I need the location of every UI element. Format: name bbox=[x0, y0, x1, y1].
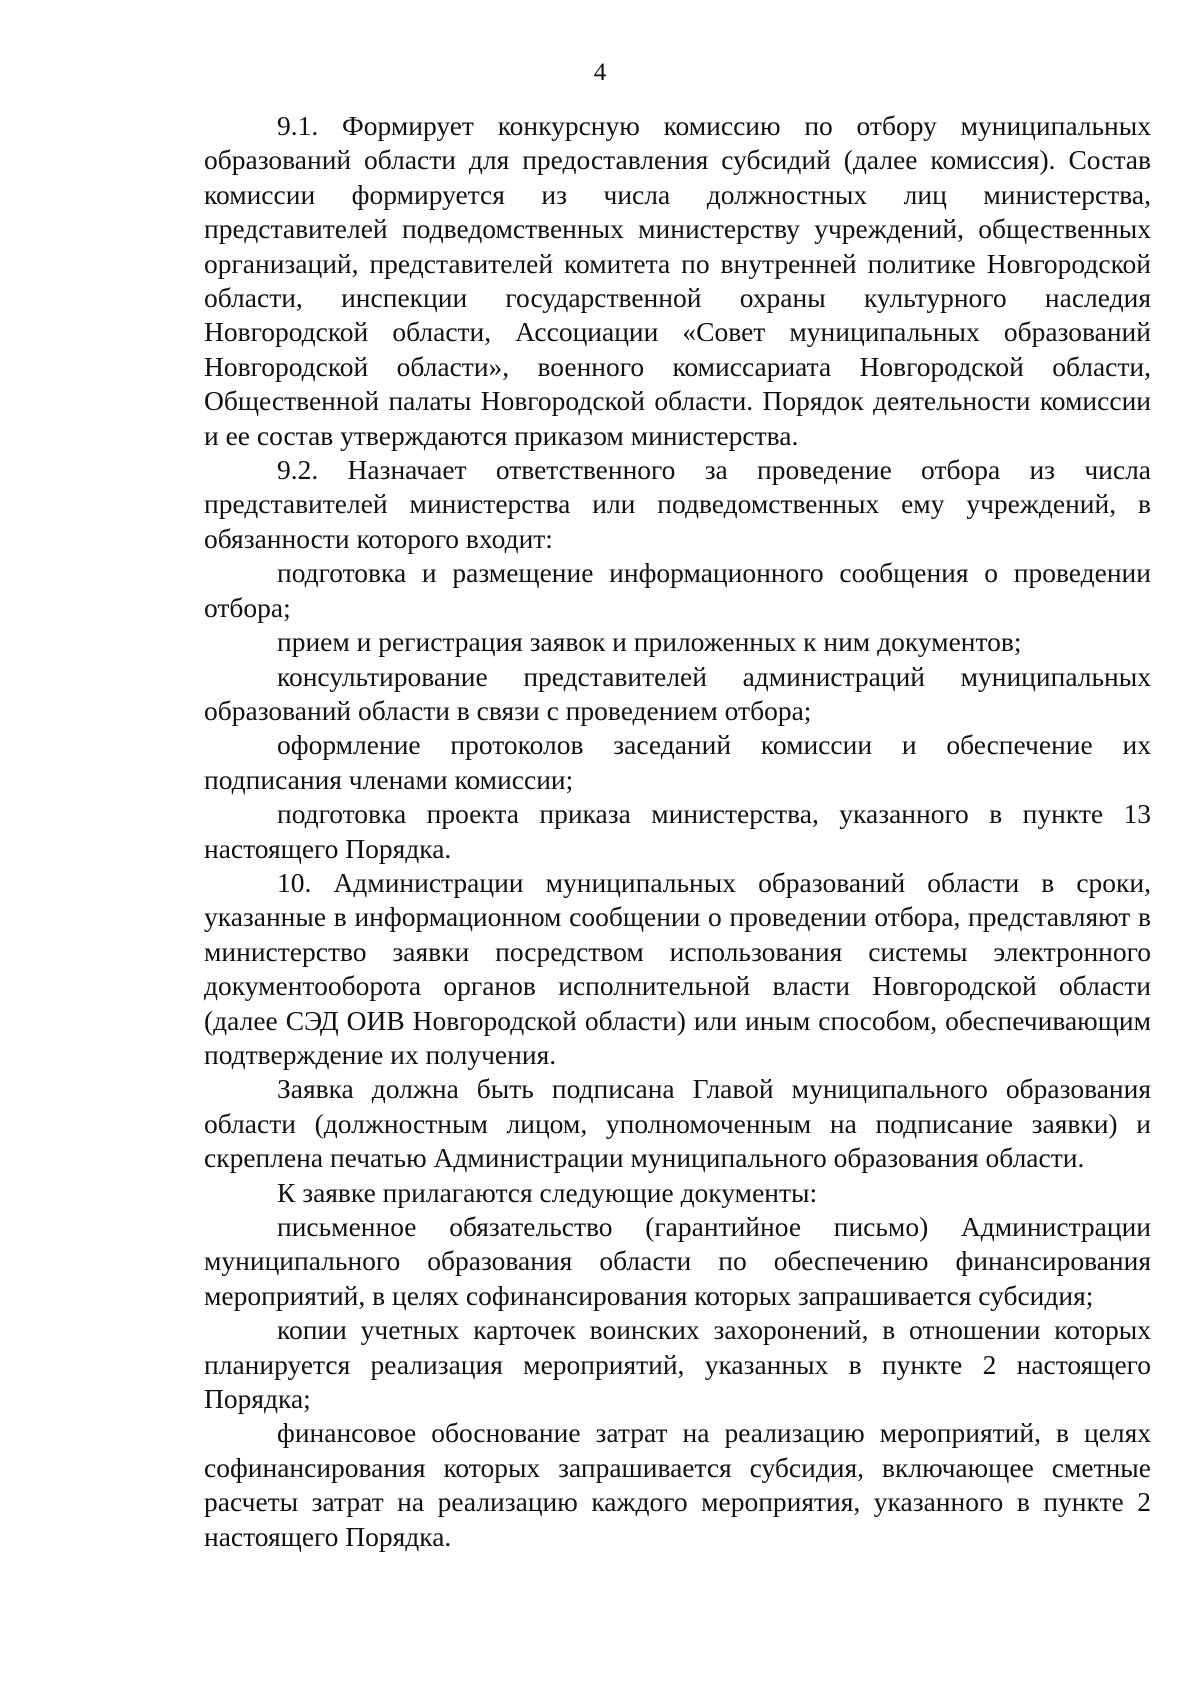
paragraph-9-1: 9.1. Формирует конкурсную комиссию по отбору муниципальных образований области для предоставления субсидий (далее комиссия). Состав комиссии формируется из числа должностных лиц министерства, представителей подведомственных министерству учреждений, общественных организаций, представителей комитета по внутренней политике Новгородской области, инспекции государственной охраны культурного наследия Новгородской области, Ассоциации «Совет муниципальных образований Новгородской области», военного комиссариата Новгородской области, Общественной палаты Новгородской области. Порядок деятельности комиссии и ее состав утверждаются приказом министерства. bbox=[204, 110, 1151, 451]
list-item-notice-preparation: подготовка и размещение информационного сообщения о проведении отбора; bbox=[204, 557, 1151, 623]
page-number: 4 bbox=[593, 59, 607, 86]
paragraph-10: 10. Администрации муниципальных образований области в сроки, указанные в информационном сообщении о проведении отбора, представляют в министерство заявки посредством использования системы электронного документооборота органов исполнительной власти Новгородской области (далее СЭД ОИВ Новгородской области) или иным способом, обеспечивающим подтверждение их получения. bbox=[204, 866, 1151, 1070]
list-item-application-registration: прием и регистрация заявок и приложенных к ним документов; bbox=[277, 626, 1022, 658]
paragraph-9-2: 9.2. Назначает ответственного за проведение отбора из числа представителей министерства или подведомственных ему учреждений, в обязанности которого входит: bbox=[204, 454, 1151, 554]
list-item-burial-cards: копии учетных карточек воинских захоронений, в отношении которых планируется реализация мероприятий, указанных в пункте 2 настоящего Порядка; bbox=[204, 1314, 1151, 1415]
list-item-guarantee-letter: письменное обязательство (гарантийное письмо) Администрации муниципального образования области по обеспечению финансирования мероприятий, в целях софинансирования которых запрашивается субсидия; bbox=[204, 1211, 1151, 1311]
paragraph-attached-documents: К заявке прилагаются следующие документы: bbox=[277, 1176, 818, 1208]
paragraph-application-signature: Заявка должна быть подписана Главой муниципального образования области (должностным лицом, уполномоченным на подписание заявки) и скреплена печатью Администрации муниципального образования области. bbox=[204, 1073, 1151, 1174]
list-item-order-draft: подготовка проекта приказа министерства, указанного в пункте 13 настоящего Порядка. bbox=[204, 798, 1151, 864]
list-item-consulting: консультирование представителей администраций муниципальных образований области в связи с проведением отбора; bbox=[204, 660, 1151, 726]
list-item-financial-justification: финансовое обоснование затрат на реализацию мероприятий, в целях софинансирования которых запрашивается субсидия, включающее сметные расчеты затрат на реализацию каждого мероприятия, указанного в пункте 2 настоящего Порядка. bbox=[204, 1417, 1151, 1552]
document-body bbox=[204, 109, 1151, 1554]
list-item-protocols: оформление протоколов заседаний комиссии и обеспечение их подписания членами комиссии; bbox=[204, 729, 1151, 795]
